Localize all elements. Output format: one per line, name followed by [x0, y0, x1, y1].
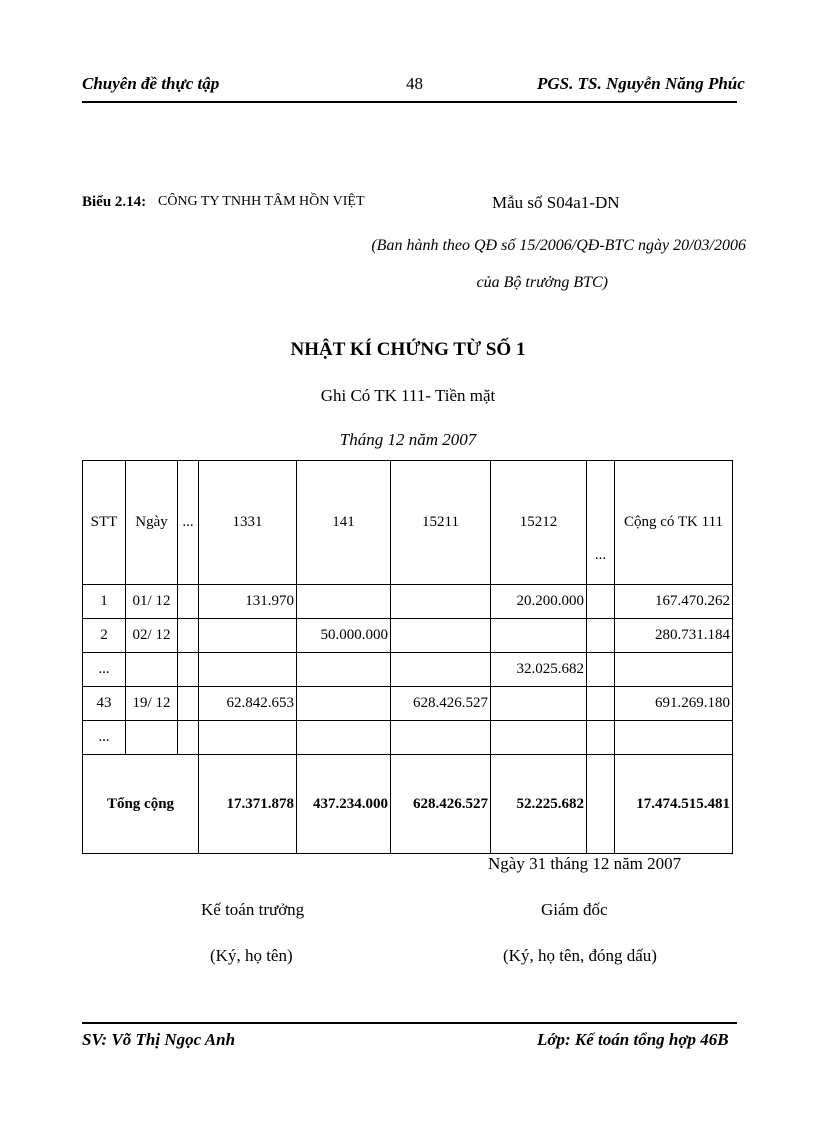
footer-right: Lớp: Kế toán tổng hợp 46B — [537, 1030, 729, 1049]
company-name: CÔNG TY TNHH TÂM HỒN VIỆT — [158, 194, 365, 209]
chief-accountant-title: Kế toán trưởng — [201, 900, 305, 919]
cell-15211: 628.426.527 — [391, 687, 491, 721]
decree-line1: (Ban hành theo QĐ số 15/2006/QĐ-BTC ngày 20/03/2006 — [371, 237, 746, 254]
cell-total — [615, 721, 733, 755]
col-header-total: Cộng có TK 111 — [615, 461, 733, 585]
cell-stt: ... — [83, 653, 126, 687]
director-note: (Ký, họ tên, đóng dấu) — [503, 946, 657, 965]
footer-left: SV: Võ Thị Ngọc Anh — [82, 1030, 236, 1049]
cell-15212: 20.200.000 — [491, 585, 587, 619]
col-header-stt: STT — [83, 461, 126, 585]
journal-period: Tháng 12 năm 2007 — [339, 430, 477, 449]
col-header-1331: 1331 — [199, 461, 297, 585]
cell-15212 — [491, 619, 587, 653]
table-row — [83, 687, 733, 721]
table-row — [83, 619, 733, 653]
col-header-15211: 15211 — [391, 461, 491, 585]
cell-1331: 131.970 — [199, 585, 297, 619]
table-row — [83, 721, 733, 755]
total-sum: 17.474.515.481 — [615, 755, 733, 854]
total-141: 437.234.000 — [297, 755, 391, 854]
cell-date: 19/ 12 — [126, 687, 178, 721]
cell-1331 — [199, 653, 297, 687]
cell-15211 — [391, 653, 491, 687]
cell-15211 — [391, 585, 491, 619]
total-label: Tổng cộng — [83, 755, 199, 854]
cell-stt: 1 — [83, 585, 126, 619]
cell — [587, 585, 615, 619]
cell-date — [126, 721, 178, 755]
cell — [178, 585, 199, 619]
total-1331: 17.371.878 — [199, 755, 297, 854]
form-number: Mẫu số S04a1-DN — [492, 193, 620, 212]
table-row — [83, 653, 733, 687]
cell — [587, 653, 615, 687]
cell — [587, 721, 615, 755]
footer-rule — [82, 1022, 737, 1024]
journal-subtitle: Ghi Có TK 111- Tiền mặt — [320, 386, 496, 405]
chief-accountant-note: (Ký, họ tên) — [210, 946, 293, 965]
cell-141 — [297, 585, 391, 619]
cell — [178, 687, 199, 721]
cell-15212: 32.025.682 — [491, 653, 587, 687]
cell-total — [615, 653, 733, 687]
cell-141 — [297, 721, 391, 755]
cell — [587, 619, 615, 653]
col-header-141: 141 — [297, 461, 391, 585]
cell-141: 50.000.000 — [297, 619, 391, 653]
signature-date: Ngày 31 tháng 12 năm 2007 — [488, 854, 682, 873]
cell-1331 — [199, 721, 297, 755]
journal-table — [82, 460, 733, 854]
total-row — [83, 755, 733, 854]
cell — [178, 619, 199, 653]
cell-date — [126, 653, 178, 687]
header-left: Chuyên đề thực tập — [82, 74, 220, 93]
col-header-ngay: Ngày — [126, 461, 178, 585]
cell-141 — [297, 687, 391, 721]
page-number: 48 — [406, 74, 423, 93]
cell-date: 01/ 12 — [126, 585, 178, 619]
col-header-ellipsis2: ... — [587, 461, 615, 585]
col-header-15212: 15212 — [491, 461, 587, 585]
cell-stt: 2 — [83, 619, 126, 653]
cell — [587, 687, 615, 721]
director-title: Giám đốc — [541, 900, 608, 919]
total-15212: 52.225.682 — [491, 755, 587, 854]
cell-15211 — [391, 619, 491, 653]
cell — [178, 721, 199, 755]
cell — [178, 653, 199, 687]
cell-stt: 43 — [83, 687, 126, 721]
cell-stt: ... — [83, 721, 126, 755]
table-header-row — [83, 461, 733, 585]
header-rule — [82, 101, 737, 103]
cell-1331: 62.842.653 — [199, 687, 297, 721]
decree-line2: của Bộ trưởng BTC) — [476, 274, 608, 291]
cell-1331 — [199, 619, 297, 653]
cell-total: 167.470.262 — [615, 585, 733, 619]
cell — [587, 755, 615, 854]
form-label: Biểu 2.14: — [82, 194, 147, 210]
total-15211: 628.426.527 — [391, 755, 491, 854]
table-row — [83, 585, 733, 619]
cell-date: 02/ 12 — [126, 619, 178, 653]
cell-15212 — [491, 687, 587, 721]
cell-total: 280.731.184 — [615, 619, 733, 653]
cell-15212 — [491, 721, 587, 755]
cell-15211 — [391, 721, 491, 755]
cell-141 — [297, 653, 391, 687]
cell-total: 691.269.180 — [615, 687, 733, 721]
col-header-ellipsis1: ... — [178, 461, 199, 585]
header-right: PGS. TS. Nguyễn Năng Phúc — [537, 74, 745, 93]
journal-title: NHẬT KÍ CHỨNG TỪ SỐ 1 — [290, 339, 526, 360]
